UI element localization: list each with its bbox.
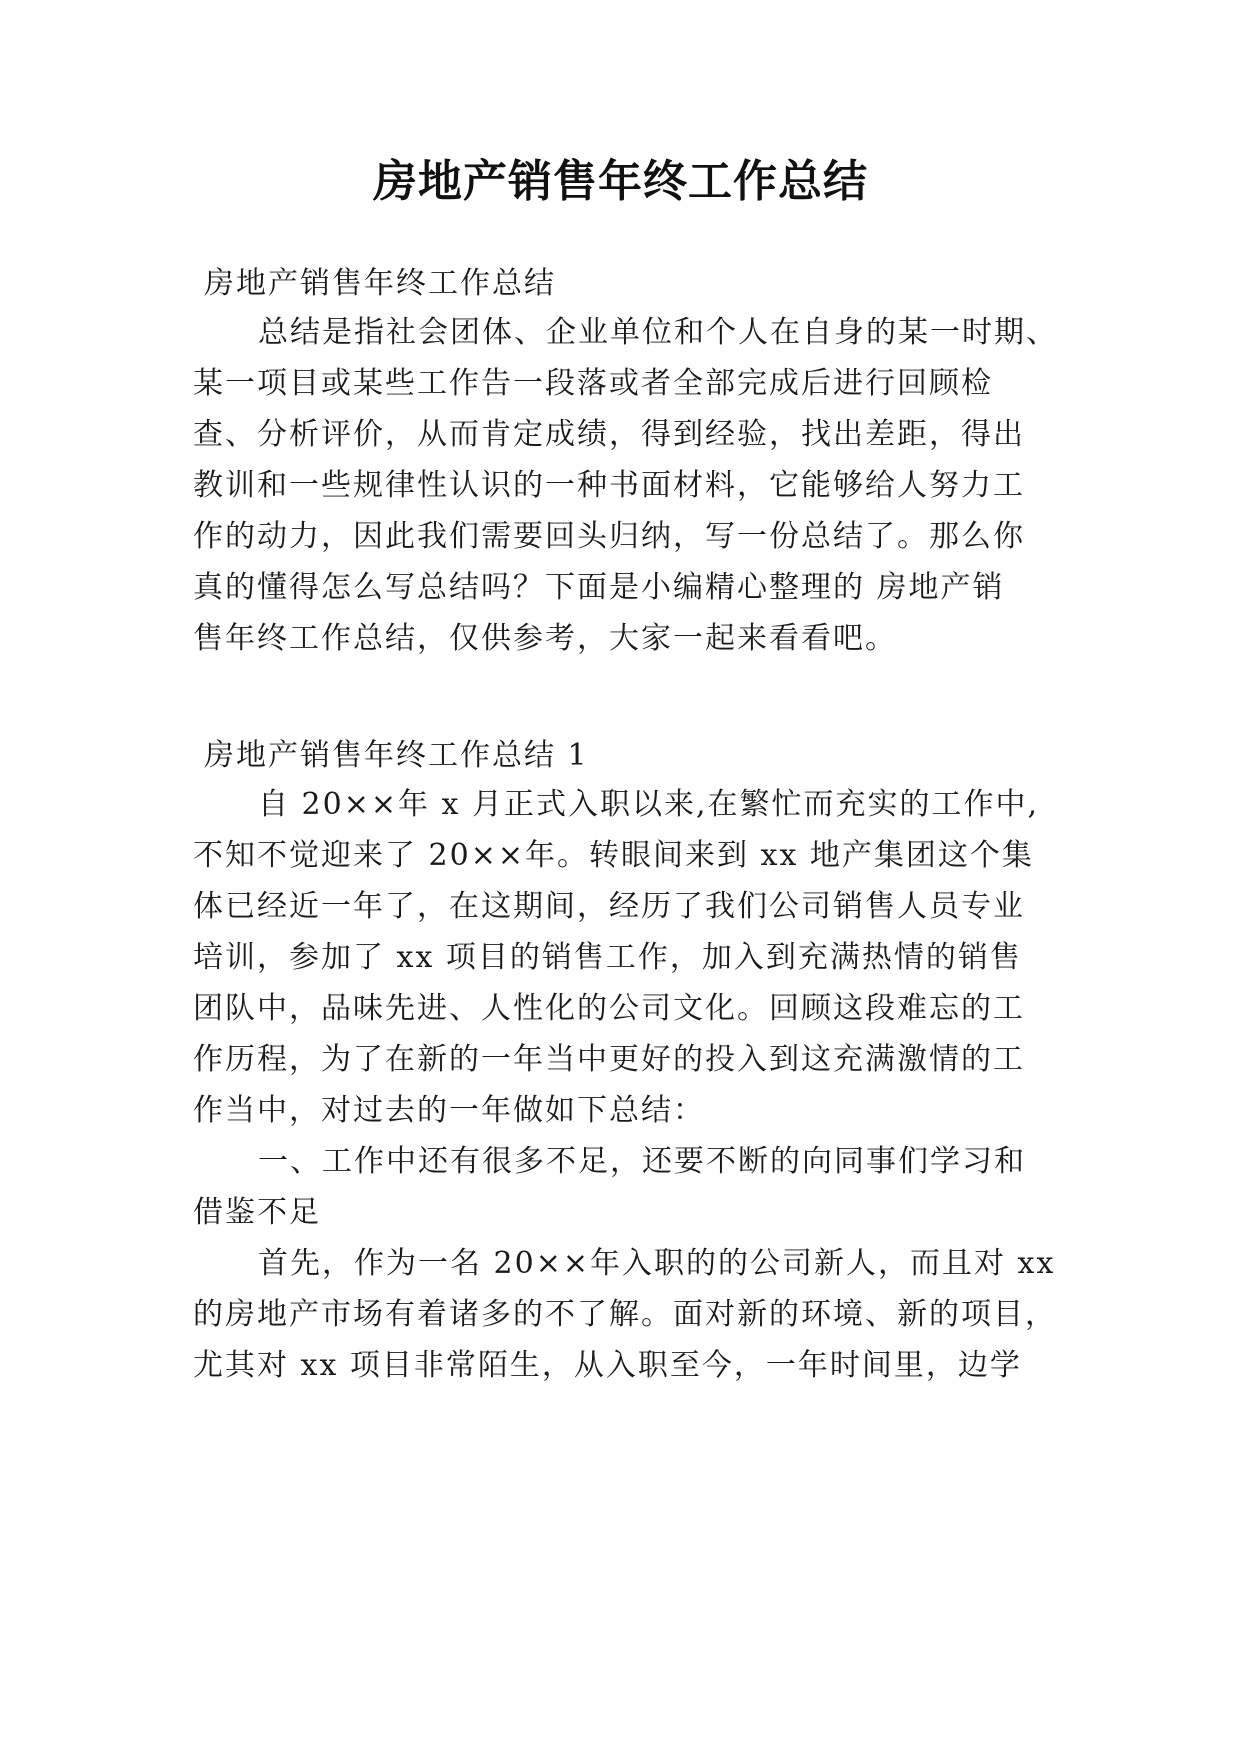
section1-paragraph-line: 不知不觉迎来了 20××年。转眼间来到 xx 地产集团这个集 [193, 838, 1034, 873]
section1-heading: 房地产销售年终工作总结 1 [204, 738, 589, 773]
intro-paragraph-line: 教训和一些规律性认识的一种书面材料，它能够给人努力工 [193, 468, 1025, 503]
intro-paragraph-line: 某一项目或某些工作告一段落或者全部完成后进行回顾检 [193, 366, 993, 401]
section1-paragraph-line: 团队中，品味先进、人性化的公司文化。回顾这段难忘的工 [193, 991, 1025, 1026]
intro-paragraph-line: 查、分析评价，从而肯定成绩，得到经验，找出差距，得出 [193, 417, 1025, 452]
intro-paragraph-line: 售年终工作总结，仅供参考，大家一起来看看吧。 [193, 621, 897, 656]
intro-paragraph-line: 真的懂得怎么写总结吗？下面是小编精心整理的 房地产销 [193, 570, 1005, 605]
intro-heading: 房地产销售年终工作总结 [204, 266, 556, 301]
point1-line: 一、工作中还有很多不足，还要不断的向同事们学习和 [258, 1144, 1026, 1179]
section1-paragraph-line: 体已经近一年了，在这期间，经历了我们公司销售人员专业 [193, 889, 1025, 924]
paragraph2-line: 的房地产市场有着诸多的不了解。面对新的环境、新的项目， [193, 1297, 1057, 1332]
intro-paragraph-line: 总结是指社会团体、企业单位和个人在自身的某一时期、 [258, 315, 1058, 350]
document-title: 房地产销售年终工作总结 [373, 156, 868, 207]
section1-paragraph-line: 作当中，对过去的一年做如下总结： [193, 1093, 705, 1128]
paragraph2-line: 首先，作为一名 20××年入职的的公司新人，而且对 xx [258, 1246, 1056, 1281]
section1-paragraph-line: 培训，参加了 xx 项目的销售工作，加入到充满热情的销售 [193, 940, 1022, 975]
section1-paragraph-line: 作历程，为了在新的一年当中更好的投入到这充满激情的工 [193, 1042, 1025, 1077]
section1-paragraph-line: 自 20××年 x 月正式入职以来,在繁忙而充实的工作中, [258, 787, 1040, 822]
intro-paragraph-line: 作的动力，因此我们需要回头归纳，写一份总结了。那么你 [193, 519, 1025, 554]
paragraph2-line: 尤其对 xx 项目非常陌生，从入职至今，一年时间里，边学 [193, 1348, 1022, 1383]
point1-line: 借鉴不足 [193, 1195, 321, 1230]
